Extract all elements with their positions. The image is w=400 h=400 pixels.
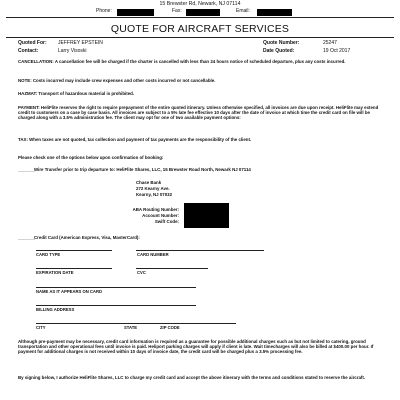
date-quoted-value: 19 Oct 2017 xyxy=(323,48,351,54)
card-number-label: CARD NUMBER xyxy=(137,252,169,257)
quote-number-label: Quote Number: xyxy=(263,40,300,46)
check-option-instruction: Please check one of the options below upon confirmation of booking: xyxy=(18,155,164,160)
credit-card-option: Credit Card (American Express, Visa, MasterCard): xyxy=(34,235,140,240)
city-state-zip-line[interactable] xyxy=(36,323,236,324)
fax-label: Fax: xyxy=(172,8,182,14)
redacted-bank-numbers xyxy=(184,203,229,228)
redacted-fax xyxy=(186,9,220,16)
name-on-card-line[interactable] xyxy=(36,287,196,288)
tax-terms: TAX: When taxes are not quoted, tax collection and payment of tax payments are the responsibility of the client. xyxy=(18,137,252,142)
contact-value: Larry Visoski xyxy=(58,48,87,54)
prepayment-notice: Although pre-payment may be necessary, credit card information is required as a guarantee for possible additional charges such as but not limited to catering, ground transportation and other operational fees until invoice is paid. Heliport parking charges will apply if client is late. Wait timecharges will also be billed at $400.00 per hour. If payment for additional charges is not received within 10 days of invoice date, the credit card will be charged plus a 3.5% processing fee. xyxy=(18,339,374,355)
expiration-date-label: EXPIRATION DATE xyxy=(36,270,74,275)
page-title: QUOTE FOR AIRCRAFT SERVICES xyxy=(110,23,290,35)
cvc-line[interactable] xyxy=(136,268,208,269)
bank-address-line1: 272 Kearny Ave. xyxy=(136,186,170,191)
contact-label: Contact: xyxy=(18,48,39,54)
account-number-label: Account Number: xyxy=(142,213,179,218)
card-type-label: CARD TYPE xyxy=(36,252,61,257)
name-on-card-label: NAME AS IT APPEARS ON CARD xyxy=(36,289,102,294)
title-divider xyxy=(6,37,394,38)
redacted-email xyxy=(257,9,292,16)
swift-code-label: Swift Code: xyxy=(154,219,179,224)
bank-name: Chase Bank xyxy=(136,180,162,185)
wire-transfer-option: Wire Transfer prior to trip departure to: HeliFlite Shares, LLC, 15 Brewster Road North, Newark NJ 07114 xyxy=(34,167,251,172)
authorization-statement: By signing below, I authorize HeliFlite Shares, LLC to charge my credit card and accept the above itinerary with the terms and conditions stated to reserve the aircraft. xyxy=(18,375,366,380)
card-type-line[interactable] xyxy=(36,250,112,251)
date-quoted-label: Date Quoted: xyxy=(263,48,295,54)
zip-code-label: ZIP CODE xyxy=(160,325,180,330)
city-label: CITY xyxy=(36,325,46,330)
credit-checkbox-blank[interactable]: _______ xyxy=(18,235,36,240)
hazmat-terms: HAZMAT: Transport of hazardous material is prohibited. xyxy=(18,91,135,96)
bank-address-line2: Kearny, NJ 07032 xyxy=(136,192,173,197)
email-label: Email: xyxy=(236,8,250,14)
quote-number-value: 25247 xyxy=(323,40,337,46)
state-label: STATE xyxy=(124,325,138,330)
quoted-for-label: Quoted For: xyxy=(18,40,47,46)
payment-terms: PAYMENT: HeliFlite reserves the right to require prepayment of the entire quoted itinerary. Unless otherwise specified, all invoices are due upon receipt. HeliFlite may extend credit to customers on a case by case basis. All invoices are subject to a 5% late fee effective 10 days after the date of invoice at which time the credit card on file will be charged along with a 3.5% administration fee. The client may opt for one of two available payment options: xyxy=(18,105,379,121)
cvc-label: CVC xyxy=(137,270,146,275)
cancellation-terms: CANCELLATION: A cancellation fee will be charged if the charter is cancelled with less than 24 hours notice of scheduled departure, plus any costs incurred. xyxy=(18,59,346,64)
quoted-for-value: JEFFREY EPSTEIN xyxy=(58,40,103,46)
card-number-line[interactable] xyxy=(136,250,264,251)
costs-note: NOTE: Costs incurred may include crew expenses and other costs incurred or not cancellable. xyxy=(18,78,216,83)
expiration-date-line[interactable] xyxy=(36,268,112,269)
company-address: 15 Brewster Rd, Newark, NJ 07114 xyxy=(159,1,241,7)
redacted-phone xyxy=(117,9,154,16)
aba-routing-label: ABA Routing Number: xyxy=(132,207,179,212)
billing-address-line[interactable] xyxy=(36,305,196,306)
phone-label: Phone: xyxy=(96,8,112,14)
wire-checkbox-blank[interactable]: _______ xyxy=(18,167,36,172)
header-divider xyxy=(6,17,394,18)
billing-address-label: BILLING ADDRESS xyxy=(36,307,75,312)
